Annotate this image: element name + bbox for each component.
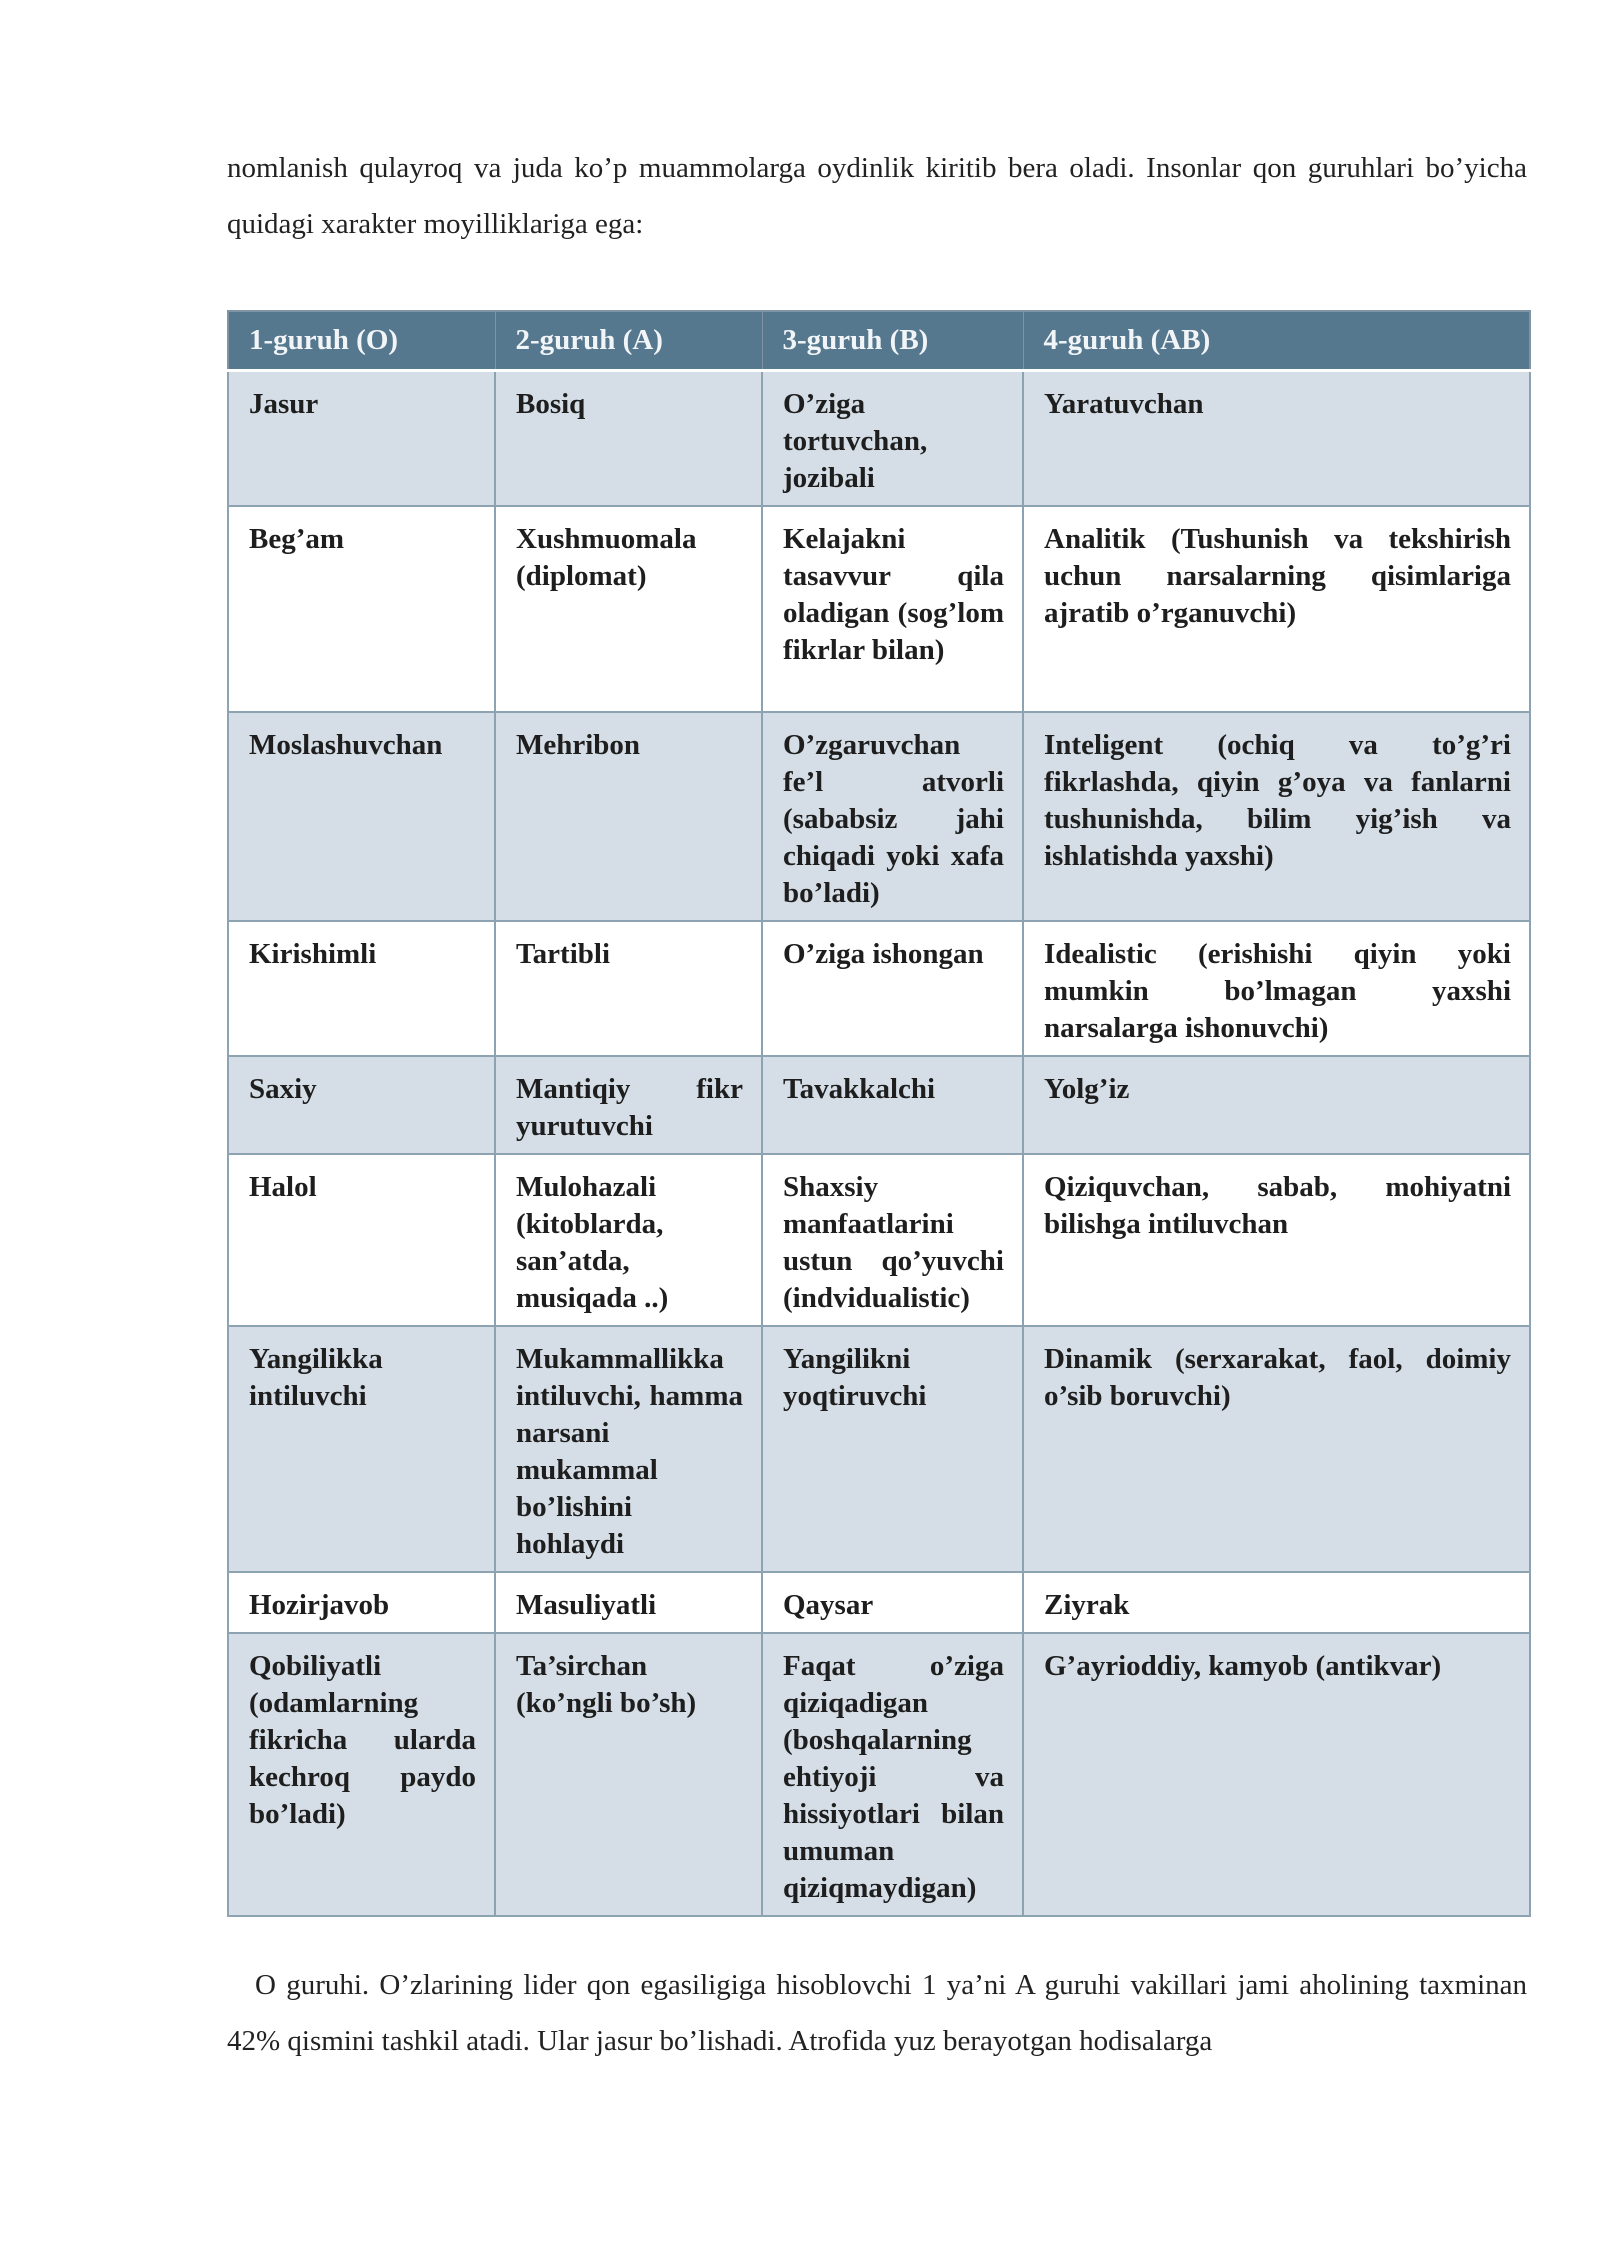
table-cell: Saxiy — [228, 1056, 495, 1154]
intro-paragraph: nomlanish qulayroq va juda ko’p muammolarga oydinlik kiritib bera oladi. Insonlar qon guruhlari bo’yicha quidagi xarakter moyilliklariga ega: — [227, 152, 1527, 240]
table-cell: Dinamik (serxarakat, faol, doimiy o’sib boruvchi) — [1023, 1326, 1530, 1572]
table-row — [228, 1633, 1530, 1916]
table-cell: Idealistic (erishishi qiyin yoki mumkin bo’lmagan yaxshi narsalarga ishonuvchi) — [1023, 921, 1530, 1056]
table-cell: Xushmuomala (diplomat) — [495, 506, 762, 712]
table-cell: Inteligent (ochiq va to’g’ri fikrlashda, qiyin g’oya va fanlarni tushunishda, bilim yig’ish va ishlatishda yaxshi) — [1023, 712, 1530, 921]
table-row — [228, 1326, 1530, 1572]
table-cell: O’ziga ishongan — [762, 921, 1023, 1056]
table-row — [228, 506, 1530, 712]
table-cell: Mukammallikka intiluvchi, hamma narsani mukammal bo’lishini hohlaydi — [495, 1326, 762, 1572]
table-cell: Moslashuvchan — [228, 712, 495, 921]
table-cell: Ziyrak — [1023, 1572, 1530, 1633]
table-row — [228, 712, 1530, 921]
table-cell: O’ziga tortuvchan, jozibali — [762, 371, 1023, 507]
table-row — [228, 371, 1530, 507]
document-page — [227, 140, 1527, 2069]
table-cell: Yangilikka intiluvchi — [228, 1326, 495, 1572]
table-cell: Mulohazali (kitoblarda, san’atda, musiqada ..) — [495, 1154, 762, 1326]
blood-group-traits-table — [227, 310, 1531, 1917]
table-cell: Beg’am — [228, 506, 495, 712]
table-cell: Jasur — [228, 371, 495, 507]
table-cell: Masuliyatli — [495, 1572, 762, 1633]
table-cell: Yolg’iz — [1023, 1056, 1530, 1154]
table-cell: Yangilikni yoqtiruvchi — [762, 1326, 1023, 1572]
closing-paragraph: O guruhi. O’zlarining lider qon egasiligiga hisoblovchi 1 ya’ni A guruhi vakillari jami aholining taxminan 42% qismini tashkil atadi. Ular jasur bo’lishadi. Atrofida yuz berayotgan hodisalarga — [227, 1969, 1527, 2057]
table-cell: G’ayrioddiy, kamyob (antikvar) — [1023, 1633, 1530, 1916]
table-cell: Shaxsiy manfaatlarini ustun qo’yuvchi (indvidualistic) — [762, 1154, 1023, 1326]
table-cell: O’zgaruvchan fe’l atvorli (sababsiz jahi chiqadi yoki xafa bo’ladi) — [762, 712, 1023, 921]
table-row — [228, 1056, 1530, 1154]
table-cell: Analitik (Tushunish va tekshirish uchun narsalarning qisimlariga ajratib o’rganuvchi) — [1023, 506, 1530, 712]
table-cell: Kirishimli — [228, 921, 495, 1056]
table-cell: Tavakkalchi — [762, 1056, 1023, 1154]
table-cell: Yaratuvchan — [1023, 371, 1530, 507]
table-cell: Halol — [228, 1154, 495, 1326]
table-cell: Hozirjavob — [228, 1572, 495, 1633]
header-group-b: 3-guruh (B) — [762, 311, 1023, 371]
table-row — [228, 1154, 1530, 1326]
table-cell: Mehribon — [495, 712, 762, 921]
header-group-a: 2-guruh (A) — [495, 311, 762, 371]
table-cell: Kelajakni tasavvur qila oladigan (sog’lom fikrlar bilan) — [762, 506, 1023, 712]
table-cell: Bosiq — [495, 371, 762, 507]
header-group-o: 1-guruh (O) — [228, 311, 495, 371]
table-cell: Tartibli — [495, 921, 762, 1056]
table-header-row — [228, 311, 1530, 371]
table-cell: Mantiqiy fikr yurutuvchi — [495, 1056, 762, 1154]
table-row — [228, 921, 1530, 1056]
header-group-ab: 4-guruh (AB) — [1023, 311, 1530, 371]
table-cell: Qiziquvchan, sabab, mohiyatni bilishga intiluvchan — [1023, 1154, 1530, 1326]
table-row — [228, 1572, 1530, 1633]
table-cell: Qobiliyatli (odamlarning fikricha ularda kechroq paydo bo’ladi) — [228, 1633, 495, 1916]
table-cell: Faqat o’ziga qiziqadigan (boshqalarning ehtiyoji va hissiyotlari bilan umuman qiziqmaydigan) — [762, 1633, 1023, 1916]
table-cell: Qaysar — [762, 1572, 1023, 1633]
table-cell: Ta’sirchan (ko’ngli bo’sh) — [495, 1633, 762, 1916]
